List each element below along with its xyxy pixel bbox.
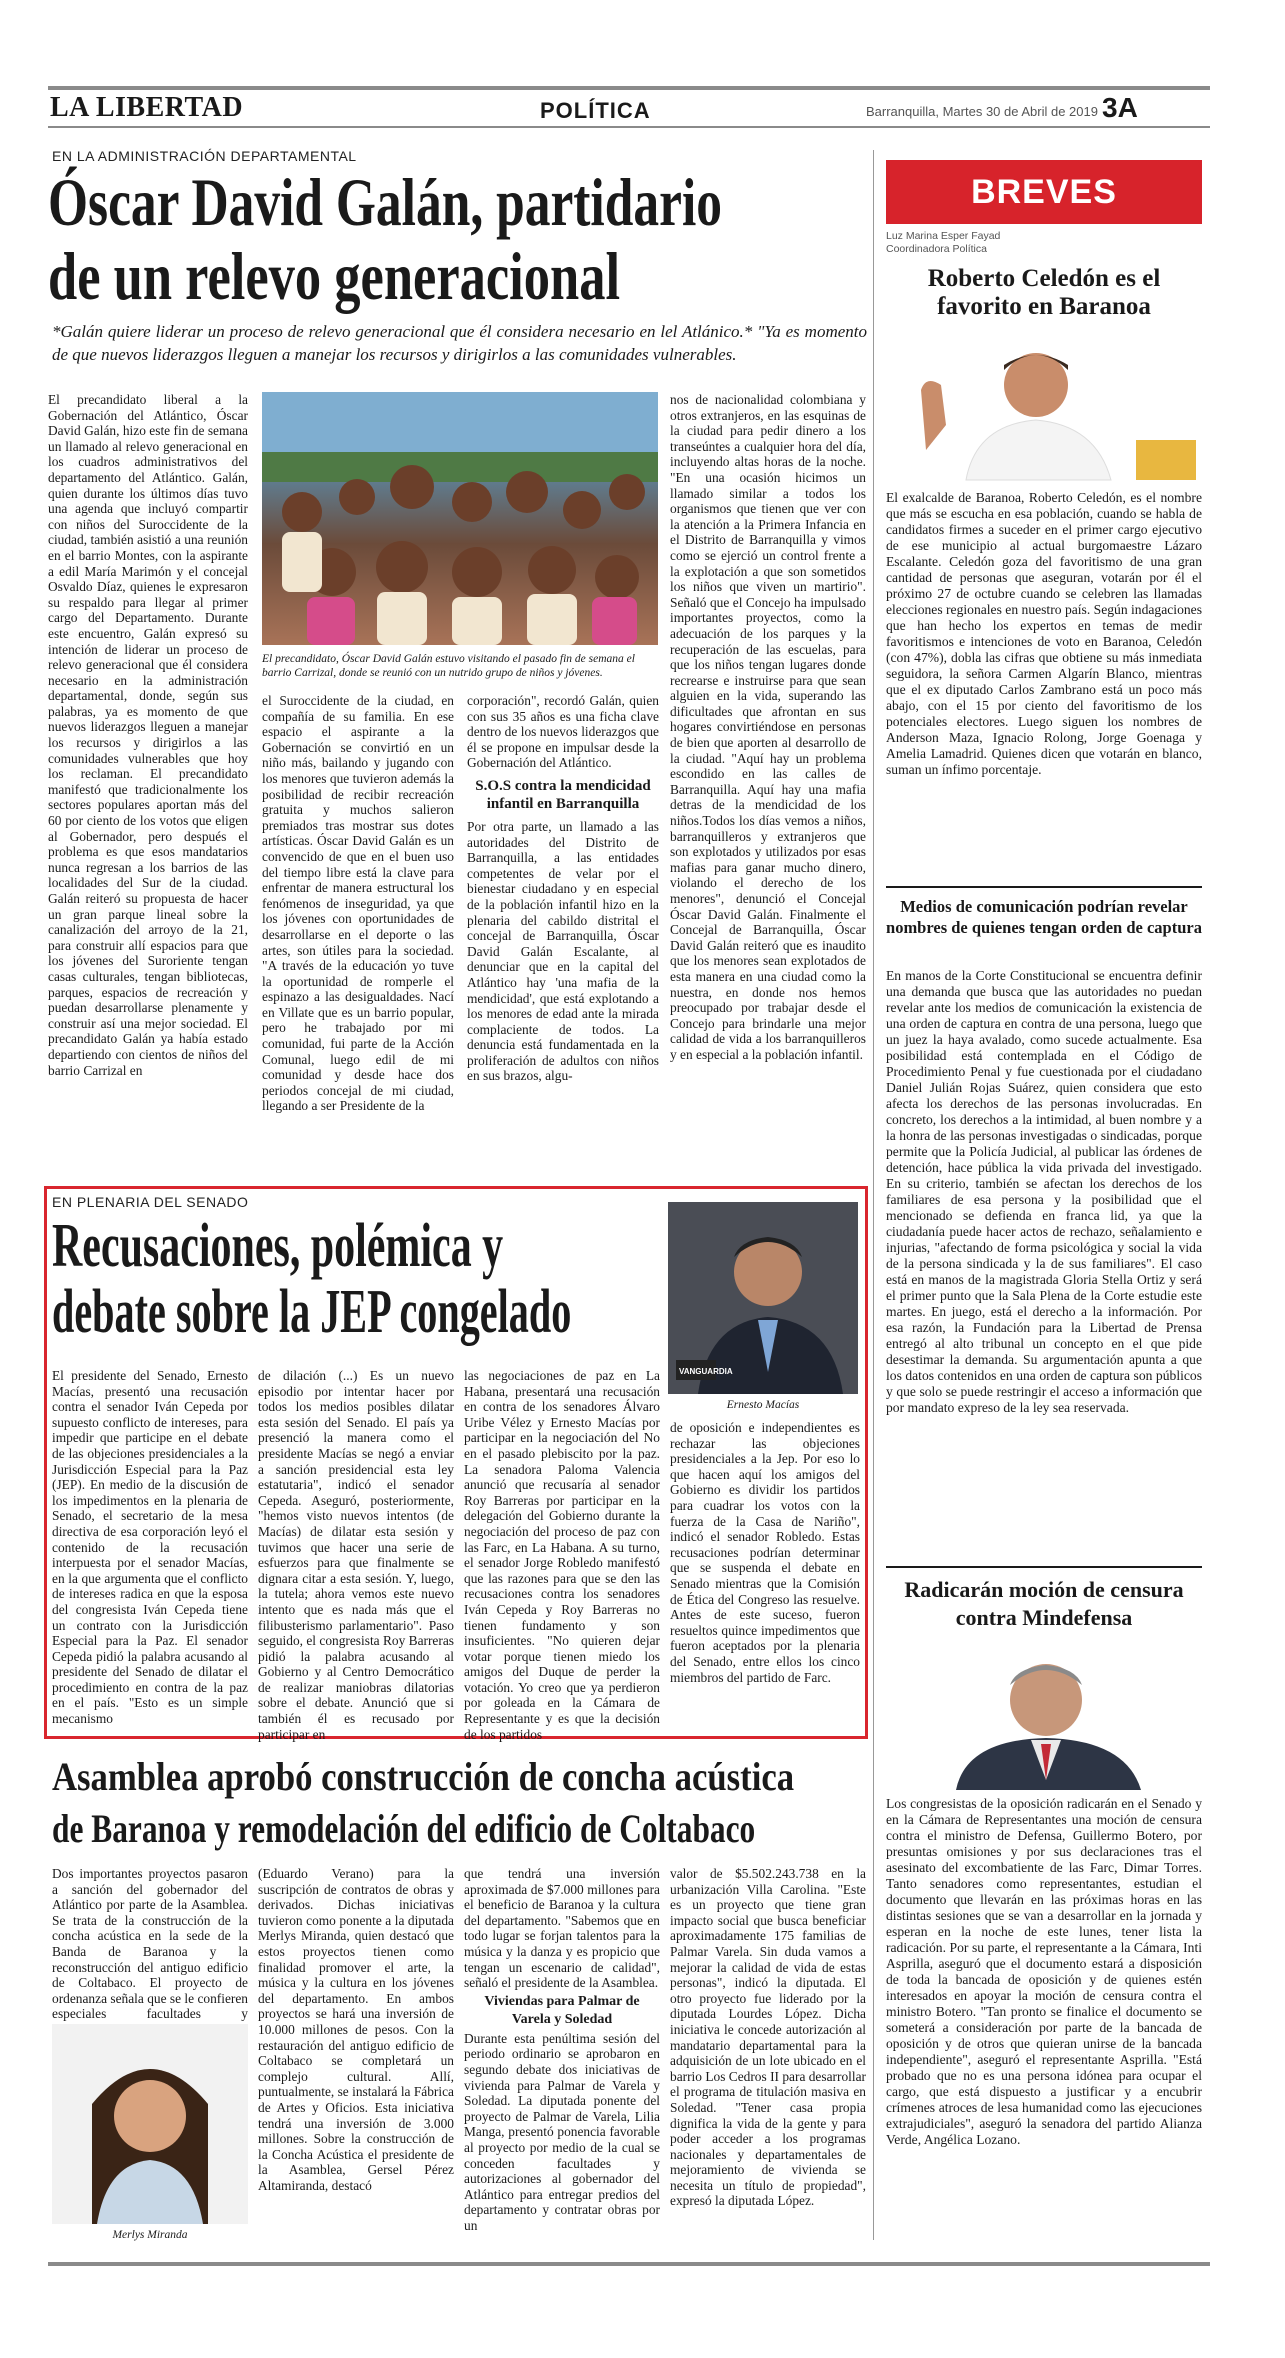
main-column-4: nos de nacionalidad colombiana y otros extranjeros, en las esquinas de la ciudad para pedir dinero a los transeúntes a cualquier hora del día, incluyendo altas horas de la noche. "En una ocasión hicimos un llamado similar a todos los organismos que tienen que ver con la atención a la Primera Infancia en el Distrito de Barranquilla y vimos como se ejerció un control frente a la explotación a que son sometidos los niños que viven un martirio". Señaló que el Concejo ha impulsado importantes proyectos, como la adecuación de los parques y la recuperación de las escuelas, para que los niños tengan lugares donde recrearse e instruirse para que sean alguien en la vida, superando las dificultades que afrontan en sus hogares convirtiéndose en personas de bien que aporten al desarrollo de la ciudad. "Aquí hay un problema escondido en las calles de Barranquilla. Aquí hay una mafia detras de la mendicidad de los niños.Todos los días vemos a niños, barranquilleros y extranjeros que son explotados y utilizados por esas mafias para ganar mucho dinero, violando el derecho de los menores", denunció el Concejal Óscar David Galán. Finalmente el Concejal de Barranquilla, Óscar David Galán reiteró que es inaudito que los menores sean explotados de esta manera en una ciudad como la nuestra, en donde nos hemos preocupado por trabajar desde el Concejo para brindarle una mejor calidad de vida a los barranquilleros y en especial a la población infantil. [670,392,866,1062]
main-photo-caption: El precandidato, Óscar David Galán estuvo visitando el pasado fin de semana el barrio Carrizal, donde se reunió con un nutrido grupo de niños y jóvenes. [262,653,635,679]
breves-title: Roberto Celedón es el favorito en Baranoa [927,265,1161,320]
concha-headline-line1: Asamblea aprobó construcción de concha acústica [52,1754,795,1799]
medios-title: Medios de comunicación podrían revelar nombres de quienes tengan orden de captura [886,897,1202,937]
main-column-1: El precandidato liberal a la Gobernación del Atlántico, Óscar David Galán, hizo este fin de semana un llamado al relevo generacional en los cuadros administrativos del departamento del Atlántico. Galán, quien durante los últimos días tuvo una agenda que incluyó compartir con niños del Suroccidente de la ciudad, también asistió a una reunión en el barrio Montes, con la aspirante a edil María Marimón y el concejal Osvaldo Díaz, quienes le expresaron su respaldo para llegar al primer cargo del Departamento. Durante este encuentro, Galán expresó su intención de liderar un proceso de relevo generacional que él considera necesario en la administración departamental, donde, según sus palabras, ya es momento de que nuevos liderazgos lleguen a manejar los recursos y dirigirlos a las comunidades vulnerables que hoy los reclaman. El precandidato manifestó que tradicionalmente los sectores populares aportan más del 60 por ciento de los votos que eligen al Gobernador, pero después el problema es que esos mandatarios nunca regresan a los barrios de las localidades del Sur de la ciudad. Galán reiteró su propuesta de hacer un gran parque lineal sobre la canalización del arroyo de la 21, para construir allí espacios para que los jóvenes del Suroriente tengan casas culturales, tengan bibliotecas, parques, espacios de recreación y puedan desarrollarse plenamente y construir así una mejor sociedad. El precandidato Galán ya había estado departiendo con cientos de niños del barrio Carrizal en [48,392,248,1078]
jep-column-2: de dilación (...) Es un nuevo episodio por intentar hacer por todos los medios posibles dilatar esta sesión del Senado. El país ya presenció la manera como el presidente Macías se negó a enviar a sanción presidencial esta ley estatutaria", indicó el senador Cepeda. Aseguró, posteriormente, "hemos visto nuevos intentos (de Macías) de dilatar esta sesión y tuvimos que hacer una serie de esfuerzos para que finalmente se dignara citar a esta sesión. Y, luego, la tutela; ahora vemos este nuevo intento que es nada más que el filibusterismo parlamentario". Paso seguido, el congresista Roy Barreras pidió la palabra acusando al Gobierno y al Centro Democrático de realizar maniobras dilatorias sobre el debate. Anunció que si también él es recusado por participar en [258,1368,454,1742]
main-deck: *Galán quiere liderar un proceso de relevo generacional que él considera necesario en lel Atlánico.* "Ya es momento de que nuevos liderazgos lleguen a manejar los recursos y dirigirlos a las comunidades vulnerables. [52,322,867,364]
macias-photo [668,1202,858,1394]
jep-column-3: las negociaciones de paz en La Habana, presentará una recusación en contra de los senadores Álvaro Uribe Vélez y Ernesto Macías por participar en la negociación del No en el pasado plebiscito por la paz. La senadora Paloma Valencia anunció que recusaría al senador Roy Barreras por participar en la delegación del Gobierno durante la negociación del proceso de paz con las Farc, en La Habana. A su turno, el senador Jorge Robledo manifestó que las razones para que se den las recusaciones contra los senadores Iván Cepeda y Roy Barreras no tienen fundamento y son insuficientes. "No quieren dejar votar porque tienen miedo los amigos del Duque de perder la votación. Yo creo que ya perdieron por goleada en la Cámara de Representante y es que la decisión de los partidos [464,1368,660,1742]
concha-column-3a: que tendrá una inversión aproximada de $7.000 millones para el beneficio de Baranoa y la cultura del departamento. "Sabemos que en todo lugar se forjan talentos para la música y la danza y es propicio que tengan un escenario de calidad", señaló el presidente de la Asamblea. [464,1866,660,1991]
concha-headline-line2: de Baranoa y remodelación del edificio de Coltabaco [52,1806,756,1851]
main-headline-line1: Óscar David Galán, partidario [48,164,722,240]
censura-top-rule [886,1566,1202,1568]
jep-kicker: EN PLENARIA DEL SENADO [52,1194,249,1210]
breves-body: El exalcalde de Baranoa, Roberto Celedón, es el nombre que más se escucha en esa población, cuando se habla de candidatos firmes a suceder en el primer cargo ejecutivo de ese municipio al actual burgomaestre Lázaro Escalante. Celedón goza del favoritismo de una gran cantidad de personas que aseguran, votarán por él el próximo 27 de octubre cuando se celebren las llamadas elecciones regionales en nuestro país. Según indagaciones que han hecho los expertos en temas de medir favoritismos e intenciones de voto en Baranoa, Celedón (con 47%), dobla las cifras que obtiene su más inmediata seguidora, la señora Carmen Algarín Blanco, mientras que el ex diputado Carlos Zambrano está un poco más abajo, con el 15 por ciento del favoritismo de los potenciales electores. Luego siguen los nombres de Anderson Maza, Ignacio Rolong, Jorge Goenaga y Amelia Lamadrid. Quienes dicen que votarán en blanco, suman un ínfimo porcentaje. [886,490,1202,777]
footer-rule [48,2262,1210,2266]
sidebar-divider [873,150,874,2240]
main-kicker: EN LA ADMINISTRACIÓN DEPARTAMENTAL [52,148,357,164]
main-column-3a: corporación", recordó Galán, quien con sus 35 años es una ficha clave dentro de los nuevos liderazgos que él se propone en impulsar desde la Gobernación del Atlántico. [467,693,659,771]
breves-banner [886,160,1202,224]
concha-column-3 [464,1866,660,2246]
botero-photo [886,1640,1202,1790]
page-number: 3A [1102,92,1138,123]
children-group-icon [262,392,658,645]
breves-banner-label: BREVES [971,173,1117,211]
dateline: Barranquilla, Martes 30 de Abril de 2019 [866,104,1098,119]
medios-top-rule [886,886,1202,888]
main-subhead: S.O.S contra la mendicidad infantil en Barranquilla [475,777,651,812]
breves-byline-role: Coordinadora Política [886,243,987,255]
macias-caption: Ernesto Macías [726,1399,800,1411]
concha-column-4: valor de $5.502.243.738 en la urbanización Villa Carolina. "Este es un proyecto que tiene gran impacto social que busca beneficiar aproximadamente 175 familias de Palmar Varela. Sin duda vamos a mejorar la calidad de vida de estas personas", indicó la diputada. El otro proyecto fue liderado por la diputada Lourdes López. Dicha iniciativa le concede autorización al mandatario departamental para la adquisición de un lote ubicado en el barrio Los Cedros II para desarrollar el programa de titulación masiva en Soledad. "Tener casa propia dignifica la vida de la gente y para poder acceder a los programas nacionales y departamentales de mejoramiento de vivienda se necesita un título de propiedad", expresó la diputada López. [670,1866,866,2209]
header-bottom-rule [48,126,1210,128]
concha-column-1: Dos importantes proyectos pasaron a sanción del gobernador del Atlántico por parte de la Asamblea. Se trata de la construcción de la concha acústica en la sede de la Banda de Baranoa y la reconstrucción del antiguo edificio de Coltabaco. El proyecto de ordenanza señala que se le confieren especiales facultades y [52,1866,248,2022]
main-photo [262,392,658,645]
section-name: POLÍTICA [540,98,651,123]
miranda-photo [52,2024,248,2224]
concha-column-3b: Durante esta penúltima sesión del periodo ordinario se aprobaron en segundo debate dos iniciativas de vivienda para Palmar de Varela y Soledad. La diputada ponente del proyecto de Palmar de Varela, Lilia Manga, presentó ponencia favorable al proyecto por medio de la cual se conceden facultades y autorizaciones al gobernador del Atlántico para entregar predios del departamento y contratar obras por un [464,2030,660,2233]
censura-body: Los congresistas de la oposición radicarán en el Senado y en la Cámara de Representantes una moción de censura contra el ministro de Defensa, Guillermo Botero, por presuntas omisiones y por sus declaraciones tras el asesinato del excombatiente de las Farc, Dimar Torres. Tanto senadores como representantes, estudian el documento que llevarán en las próximas horas en las distintas sesiones que se van a desarrollar en la jornada y esperan en la noche de este lunes, tener lista la radicación. Por su parte, el representante a la Cámara, Inti Asprilla, aseguró que el documento estará a disposición de toda la bancada de oposición y de quienes estén interesados en apoyar la moción de censura contra el ministro Botero. "Tan pronto se finalice el documento se someterá a consideración por parte de la bancada de oposición y de otros que quieran unirse de la bancada independiente", aseguró el representante Asprilla. "Está probado que no es una persona idónea para ocupar el cargo, que está dispuesto a justificar y a encubrir crímenes atroces de lesa humanidad como las ejecuciones extrajudiciales", aseguró la senadora del partido Alianza Verde, Angélica Lozano. [886,1796,1202,2147]
concha-subhead: Viviendas para Palmar de Varela y Soledad [484,1993,640,2027]
breves-byline-name: Luz Marina Esper Fayad [886,230,1001,242]
main-column-2: el Suroccidente de la ciudad, en compañía de su familia. En ese espacio el aspirante a la Gobernación se convirtió en un niño más, bailando y jugando con los menores que tuvieron además la posibilidad de recibir recreación gratuita y muchos salieron premiados tras mostrar sus dotes artísticas. Óscar David Galán es un convencido de que en el buen uso del tiempo libre está la clave para enfrentar de manera estructural los fenómenos de inseguridad, ya que los jóvenes con oportunidades de desarrollarse en el deporte o las artes, son útiles para la sociedad. "A través de la educación yo tuve la oportunidad de romperle el espinazo a las desigualdades. Nací en Villate que es un barrio popular, pero he trabajado por mi comunidad, fui parte de la Acción Comunal, luego edil de mi comunidad y desde hace dos periodos concejal de mi ciudad, llegando a ser Presidente de la [262,693,454,1114]
jep-column-4: de oposición e independientes es rechazar las objeciones presidenciales a la Jep. Por eso lo que hacen aquí los amigos del Gobierno es dividir los partidos para cuadrar los votos con la fuerza de la Casa de Nariño", indicó el senador Robledo. Estas recusaciones podrían determinar que se suspenda el debate en Senado mientras que la Comisión de Ética del Congreso las resuelve. Antes de este suceso, fueron resueltos quince impedimentos que fueron aceptados por la plenaria del Senado, entre ellos los cinco miembros del partido de Farc. [670,1420,860,1685]
miranda-caption: Merlys Miranda [112,2229,188,2241]
main-column-3 [467,693,659,1173]
masthead: LA LIBERTAD [50,92,244,123]
jep-headline-line1: Recusaciones, polémica y [52,1212,504,1280]
medios-body: En manos de la Corte Constitucional se encuentra definir una demanda que busca que las autoridades no puedan revelar ante los medios de comunicación la existencia de una orden de captura en contra de una persona, luego que un juez la haya avalado, como sucede actualmente. Esa posibilidad está contemplada en el Código de Procedimiento Penal y fue cuestionada por el ciudadano Daniel Julián Rojas Suárez, quien considera que esto afecta los derechos de las personas involucradas. En concreto, los derechos a la intimidad, al buen nombre y a la honra de las personas investigadas o sindicadas, porque permite que la Policía Judicial, al publicar las órdenes de detención, hace pública la vida privada del investigado. En su criterio, también se afectan los derechos de los familiares de esa persona y la posibilidad que el mencionado se defienda en franca lid, ya que la ciudadanía puede hacer actos de rechazo, señalamiento e injurias, "afectando de forma psicológica y social la vida de la persona sindicada y la de sus familiares". El caso está en manos de la magistrada Gloria Stella Ortiz y será el primer punto que la Sala Plena de la Corte estudie este martes. En juego, está el derecho a la información. Por esa razón, la Fundación para la Libertad de Prensa entregó al alto tribunal un concepto en el que pide desestimar la demanda. Su argumentación apunta a que los datos contenidos en una orden de captura son públicos y que solo se puede restringir el acceso a información que por mandato expreso de la ley sea reservada. [886,968,1202,1415]
jep-column-1: El presidente del Senado, Ernesto Macías, presentó una recusación contra el senador Iván Cepeda por supuesto conflicto de intereses, para impedir que participe en el debate de las objeciones presidenciales a la Jurisdicción Especial para la Paz (JEP). En medio de la discusión de los impedimentos en la plenaria de Senado, el secretario de la mesa directiva de esa corporación leyó el contenido de la recusación interpuesta por el senador Macías, en la que argumenta que el conflicto de intereses radica en que la esposa del congresista Iván Cepeda tiene un contrato con la Jurisdicción Especial para la Paz. El senador Cepeda pidió la palabra acusando al presidente del Senado de dilatar el procedimiento en contra de la paz en el país. "Esto es un simple mecanismo [52,1368,248,1727]
censura-title-line1: Radicarán moción de censura [904,1577,1184,1602]
concha-column-2: (Eduardo Verano) para la suscripción de contratos de obras y derivados. Dichas iniciativas tuvieron como ponente a la diputada Merlys Miranda, quien destacó que estos proyectos tienen como finalidad promover el arte, la música y la cultura en los jóvenes del departamento. En ambos proyectos se hará una inversión de 10.000 millones de pesos. Con la restauración del antiguo edificio de Coltabaco se completará un complejo cultural. Allí, puntualmente, se instalará la Fábrica de Artes y Oficios. Esta iniciativa tendrá una inversión de 3.000 millones. Sobre la construcción de la Concha Acústica el presidente de la Asamblea, Gersel Pérez Altamiranda, destacó [258,1866,454,2193]
censura-title-line2: contra Mindefensa [955,1605,1133,1630]
main-headline-line2: de un relevo generacional [48,238,621,314]
jep-headline-line2: debate sobre la JEP congelado [52,1278,572,1346]
header-top-rule [48,86,1210,90]
celedon-photo [886,330,1202,480]
main-column-3b: Por otra parte, un llamado a las autoridades del Distrito de Barranquilla, a las entidades competentes de velar por el bienestar ciudadano y en especial de la población infantil hizo en la plenaria del cabildo distrital el concejal de Barranquilla, Óscar David Galán Escalante, al denunciar que en la capital del Atlántico hay 'una mafia de la mendicidad', que está explotando a los menores de edad ante la mirada complaciente de todos. La denuncia está fundamentada en la proliferación de adultos con niños en sus brazos, algu- [467,818,659,1084]
photo-credit-logo: VANGUARDIA [679,1367,733,1376]
